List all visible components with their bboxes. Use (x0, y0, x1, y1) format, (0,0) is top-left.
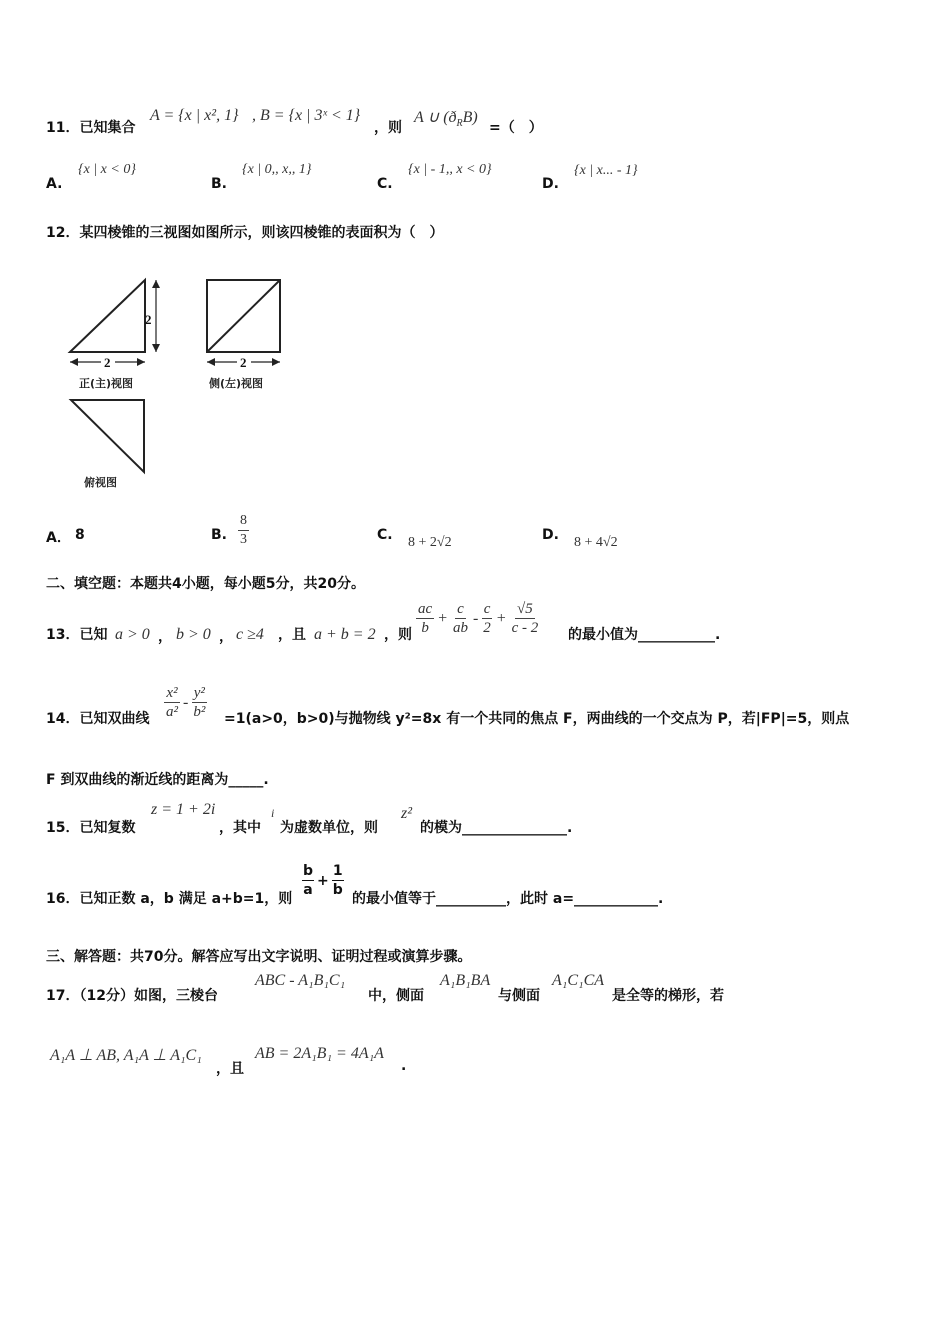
q13-and: ，且 (278, 627, 306, 643)
section-3-heading: 三、解答题：共70分。解答应写出文字说明、证明过程或演算步骤。 (46, 949, 472, 965)
q12-option-d-letter: D. (542, 527, 559, 543)
q13-f4-den: c - 2 (511, 620, 539, 636)
q11-expr-a: A ∪ (ð (414, 109, 457, 126)
q13-label: 13．已知 (46, 627, 108, 643)
q17-and: 与侧面 (498, 988, 540, 1004)
q11-option-b-letter: B. (211, 176, 227, 192)
q13-sep-2: ， (219, 629, 233, 645)
q13-f1-num: ac (418, 601, 433, 617)
front-view-label: 正(主)视图 (79, 377, 134, 390)
dim-width-label-side: 2 (240, 355, 247, 370)
q12-option-b-num: 8 (238, 512, 249, 531)
q17-end: . (401, 1058, 407, 1074)
q13-tail: 的最小值为___________. (568, 627, 721, 643)
q16-expression (302, 862, 344, 899)
dim-height-label: 2 (145, 312, 152, 327)
q14-rest: =1(a>0，b>0)与抛物线 y²=8x 有一个共同的焦点 F，两曲线的一个交点为 P，若|FP|=5，则点 (224, 711, 850, 727)
top-view (71, 400, 144, 472)
side-view-label: 侧(左)视图 (209, 377, 264, 390)
q12-option-c-text: 8 + 2√2 (408, 535, 452, 550)
q11-expr (414, 107, 478, 129)
q17-face-1: A₁B₁BA (440, 972, 491, 989)
q13-f3-num: c (483, 601, 491, 617)
q11-option-a-text: {x | x < 0} (78, 162, 136, 177)
q13-f4-num: √5 (517, 601, 533, 617)
q11-paren: =（ ） (489, 120, 543, 136)
q14-f1-den: a² (166, 704, 178, 720)
q11-option-b-text: {x | 0,, x,, 1} (242, 162, 312, 177)
q11-option-d-letter: D. (542, 176, 559, 192)
q14-minus: - (183, 693, 189, 711)
q12-option-c-letter: C. (377, 527, 393, 543)
q16-f2-num: 1 (332, 863, 343, 879)
q16-f1-num: b (303, 863, 314, 879)
q14-f2-den: b² (193, 704, 206, 720)
q11-expr-b: B) (462, 109, 478, 126)
q13-minus: - (472, 609, 479, 627)
q12-option-b-letter: B. (211, 527, 227, 543)
q15-label: 15．已知复数 (46, 820, 136, 836)
q13-f2-num: c (457, 601, 464, 617)
q13-sep-1: ， (158, 629, 172, 645)
dim-width-label-front: 2 (104, 355, 111, 370)
q17-face-2: A₁C₁CA (552, 972, 605, 989)
q16-plus: + (317, 872, 329, 889)
q13-cond-a: a > 0 (115, 626, 150, 643)
q11-label: 11．已知集合 (46, 120, 136, 136)
q14-label: 14．已知双曲线 (46, 711, 150, 727)
q14-hyperbola (164, 684, 207, 721)
q11-option-d-text: {x | x... - 1} (574, 163, 638, 178)
q11-set-b: , B = {x | 3ˣ < 1} (252, 107, 361, 124)
q13-expression (416, 600, 540, 637)
q12-option-a-text: 8 (75, 527, 85, 543)
q11-option-c-letter: C. (377, 176, 393, 192)
top-view-label: 俯视图 (84, 476, 117, 489)
q15-z-squared: z² (401, 805, 413, 822)
section-2-heading: 二、填空题：本题共4小题，每小题5分，共20分。 (46, 576, 365, 592)
q12-option-b-frac (238, 512, 249, 549)
q14-line-2: F 到双曲线的渐近线的距离为_____. (46, 772, 269, 788)
q15-where: ，其中 (219, 820, 261, 836)
q17-equation: AB = 2A₁B₁ = 4A₁A (255, 1045, 384, 1062)
q12-option-a-letter: A． (46, 530, 71, 546)
q15-z: z = 1 + 2i (151, 801, 216, 818)
q13-then: ，则 (384, 627, 412, 643)
q16-label: 16．已知正数 a，b 满足 a+b=1，则 (46, 891, 293, 907)
q11-set-a: A = {x | x², 1} (150, 107, 239, 124)
q14-f2-num: y² (193, 685, 205, 701)
q17-tail: 是全等的梯形，若 (612, 988, 724, 1004)
q12-label: 12．某四棱锥的三视图如图所示，则该四棱锥的表面积为（ ） (46, 225, 444, 241)
q13-plus-1: + (437, 609, 448, 627)
q14-f1-num: x² (166, 685, 178, 701)
q13-f3-den: 2 (483, 620, 491, 636)
q13-f1-den: b (421, 620, 429, 636)
q13-cond-sum: a + b = 2 (314, 626, 376, 643)
q11-then: ，则 (374, 120, 402, 136)
q17-prism: ABC - A₁B₁C₁ (255, 972, 346, 989)
q12-option-b-den: 3 (240, 532, 247, 547)
q11-option-a-letter: A. (46, 176, 63, 192)
q13-f2-den: ab (452, 620, 468, 636)
q17-label: 17．（12分）如图，三棱台 (46, 988, 218, 1004)
q13-cond-b: b > 0 (176, 626, 211, 643)
q11-option-c-text: {x | - 1,, x < 0} (408, 162, 492, 177)
q17-condition: A₁A ⊥ AB, A₁A ⊥ A₁C₁ (50, 1047, 202, 1064)
q16-tail: 的最小值等于__________，此时 a=____________. (352, 891, 664, 907)
q15-i: i (271, 806, 275, 820)
q13-plus-2: + (495, 609, 507, 627)
q11-sub-r: R (456, 118, 463, 130)
q15-tail: 的模为_______________. (420, 820, 573, 836)
q12-option-d-text: 8 + 4√2 (574, 535, 618, 550)
q16-f2-den: b (332, 882, 343, 898)
q16-f1-den: a (303, 882, 313, 898)
q17-and-2: ，且 (216, 1061, 244, 1077)
q15-unit: 为虚数单位，则 (280, 820, 378, 836)
q13-cond-c: c ≥4 (236, 626, 264, 643)
q17-mid: 中，侧面 (368, 988, 424, 1004)
